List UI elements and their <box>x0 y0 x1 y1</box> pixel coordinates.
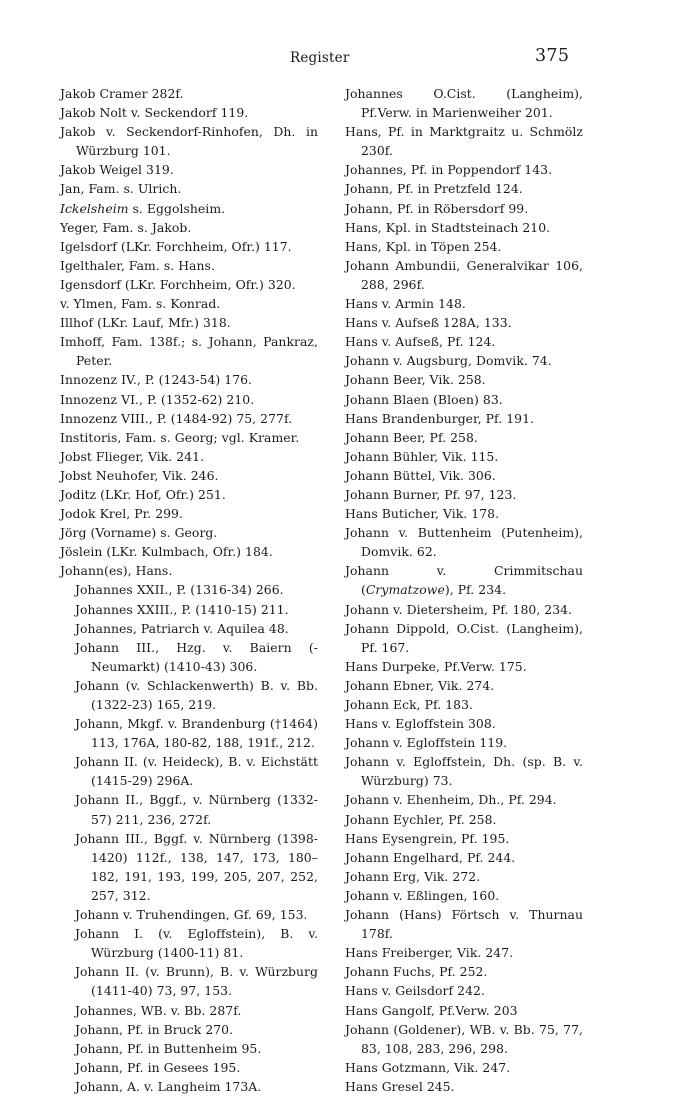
register-entry: Imhoff, Fam. 138f.; s. Johann, Pankraz, Peter. <box>60 334 318 369</box>
register-entry: Igensdorf (LKr. Forchheim, Ofr.) 320. <box>60 276 296 292</box>
register-entry: Jan, Fam. s. Ulrich. <box>60 181 182 197</box>
register-entry: Yeger, Fam. s. Jakob. <box>60 219 192 235</box>
register-entry: Johannes, WB. v. Bb. 287f. <box>75 1002 242 1018</box>
register-entry: Hans v. Armin 148. <box>345 296 466 312</box>
register-entry: Hans v. Geilsdorf 242. <box>345 983 485 999</box>
register-entry: Hans Eysengrein, Pf. 195. <box>345 830 510 846</box>
register-entry: Johann Blaen (Bloen) 83. <box>345 391 503 407</box>
register-entry: Johann II. (v. Brunn), B. v. Würzburg (1411-40) 73, 97, 153. <box>75 964 318 999</box>
register-entry: Johann (v. Schlackenwerth) B. v. Bb. (1322-23) 165, 219. <box>75 677 318 712</box>
register-entry: Institoris, Fam. s. Georg; vgl. Kramer. <box>60 429 300 445</box>
register-entry: Johann Eychler, Pf. 258. <box>345 811 497 827</box>
register-entry: Johann Beer, Vik. 258. <box>345 372 486 388</box>
register-entry: Johann(es), Hans. <box>60 563 173 579</box>
register-entry: Johann (Goldener), WB. v. Bb. 75, 77, 83, 108, 283, 296, 298. <box>345 1021 583 1056</box>
register-entry: Ickelsheim s. Eggolsheim. <box>60 200 226 216</box>
register-entry: Jakob v. Seckendorf-Rinhofen, Dh. in Würzburg 101. <box>60 124 318 159</box>
register-entry: Johannes XXII., P. (1316-34) 266. <box>75 582 284 598</box>
register-entry: Hans v. Aufseß 128A, 133. <box>345 315 512 331</box>
register-entry: Johannes O.Cist. (Langheim), Pf.Verw. in Marienweiher 201. <box>345 86 583 121</box>
register-entry: Johann v. Egloffstein 119. <box>345 735 508 751</box>
register-entry: Johann Dippold, O.Cist. (Langheim), Pf. 167. <box>345 620 583 655</box>
register-entry: Joditz (LKr. Hof, Ofr.) 251. <box>60 486 226 502</box>
page-number: 375 <box>535 46 570 66</box>
register-entry: Johann Beer, Pf. 258. <box>345 429 478 445</box>
register-entry: Johann I. (v. Egloffstein), B. v. Würzburg (1400-11) 81. <box>75 926 318 961</box>
register-entry: Hans, Kpl. in Stadtsteinach 210. <box>345 219 551 235</box>
register-entry: Hans Gangolf, Pf.Verw. 203 <box>345 1002 518 1018</box>
register-entry: Jörg (Vorname) s. Georg. <box>60 525 218 541</box>
register-entry: Johann v. Eßlingen, 160. <box>345 887 500 903</box>
register-entry: Johann III., Hzg. v. Baiern (-Neumarkt) (1410-43) 306. <box>75 639 318 674</box>
register-entry: Igelthaler, Fam. s. Hans. <box>60 257 215 273</box>
register-entry: Johannes, Pf. in Poppendorf 143. <box>345 162 553 178</box>
register-entry: Hans v. Aufseß, Pf. 124. <box>345 334 496 350</box>
register-entry: Jakob Weigel 319. <box>60 162 174 178</box>
register-entry: Johann Büttel, Vik. 306. <box>345 467 496 483</box>
register-entry: Johann v. Augsburg, Domvik. 74. <box>345 353 552 369</box>
register-entry: Innozenz VI., P. (1352-62) 210. <box>60 391 255 407</box>
register-entry: Johannes XXIII., P. (1410-15) 211. <box>75 601 289 617</box>
register-entry: Hans, Pf. in Marktgraitz u. Schmölz 230f. <box>345 124 583 159</box>
register-entry: Jakob Cramer 282f. <box>60 86 184 101</box>
register-entry: Johann Bühler, Vik. 115. <box>345 448 499 464</box>
register-entry: Johann, Pf. in Pretzfeld 124. <box>345 181 523 197</box>
register-entry: Hans Durpeke, Pf.Verw. 175. <box>345 658 527 674</box>
register-entry: Jobst Neuhofer, Vik. 246. <box>60 467 219 483</box>
register-entry: Johann v. Truhendingen, Gf. 69, 153. <box>75 907 308 923</box>
register-entry: Hans v. Egloffstein 308. <box>345 716 496 732</box>
register-entry: Johann II. (v. Heideck), B. v. Eichstätt (1415-29) 296A. <box>75 754 318 789</box>
register-entry: Johann (Hans) Förtsch v. Thurnau 178f. <box>345 907 583 942</box>
register-entry: Johann III., Bggf. v. Nürnberg (1398-1420) 112f., 138, 147, 173, 180–182, 191, 193, 199, 205, 207, 252, 257, 312. <box>75 830 318 903</box>
register-entry: Hans Brandenburger, Pf. 191. <box>345 410 534 426</box>
register-entry: Johann, Pf. in Röbersdorf 99. <box>345 200 529 216</box>
page-header <box>0 44 700 74</box>
register-entry: Jobst Flieger, Vik. 241. <box>60 448 205 464</box>
register-entry: Johannes, Patriarch v. Aquilea 48. <box>75 620 289 636</box>
register-entry: Johann, Pf. in Bruck 270. <box>75 1021 234 1037</box>
register-entry: Hans Buticher, Vik. 178. <box>345 506 500 522</box>
register-entry: Jakob Nolt v. Seckendorf 119. <box>60 105 249 121</box>
register-entry: Illhof (LKr. Lauf, Mfr.) 318. <box>60 315 231 331</box>
register-entry: Johann Burner, Pf. 97, 123. <box>345 486 517 502</box>
register-entry: Johann v. Ehenheim, Dh., Pf. 294. <box>345 792 557 808</box>
italic-term: Crymatzowe <box>365 582 445 598</box>
register-entry: Innozenz IV., P. (1243-54) 176. <box>60 372 253 388</box>
register-entry: Johann Ebner, Vik. 274. <box>345 677 495 693</box>
register-entry: Johann, Pf. in Buttenheim 95. <box>75 1040 262 1056</box>
register-entry: Jöslein (LKr. Kulmbach, Ofr.) 184. <box>60 544 273 560</box>
register-entry: Jodok Krel, Pr. 299. <box>60 506 183 522</box>
register-entry: Hans Gresel 245. <box>345 1078 455 1094</box>
register-entry: Hans Freiberger, Vik. 247. <box>345 945 514 961</box>
register-entry: v. Ylmen, Fam. s. Konrad. <box>60 296 221 312</box>
register-entry: Johann Eck, Pf. 183. <box>345 697 474 712</box>
running-title: Register <box>290 50 350 66</box>
register-entry: Johann Fuchs, Pf. 252. <box>345 964 488 980</box>
right-column <box>345 84 583 1096</box>
register-entry: Hans, Kpl. in Töpen 254. <box>345 238 502 254</box>
register-entry: Hans Gotzmann, Vik. 247. <box>345 1059 511 1075</box>
register-entry: Johann v. Crimmitschau (Crymatzowe), Pf. 234. <box>345 563 583 598</box>
register-entry: Johann Engelhard, Pf. 244. <box>345 849 516 865</box>
register-entry: Igelsdorf (LKr. Forchheim, Ofr.) 117. <box>60 238 292 254</box>
register-entry: Johann Erg, Vik. 272. <box>345 868 481 884</box>
register-entry: Innozenz VIII., P. (1484-92) 75, 277f. <box>60 410 293 426</box>
register-entry: Johann v. Dietersheim, Pf. 180, 234. <box>345 601 573 617</box>
italic-term: Ickelsheim <box>60 200 129 216</box>
register-entry: Johann Ambundii, Generalvikar 106, 288, 296f. <box>345 257 583 292</box>
register-entry: Johann v. Egloffstein, Dh. (sp. B. v. Würzburg) 73. <box>345 754 583 789</box>
register-entry: Johann, A. v. Langheim 173A. <box>75 1078 262 1094</box>
register-entry: Johann II., Bggf., v. Nürnberg (1332-57) 211, 236, 272f. <box>75 792 318 827</box>
register-entry: Johann, Mkgf. v. Brandenburg (†1464) 113, 176A, 180-82, 188, 191f., 212. <box>75 716 318 751</box>
register-entry: Johann v. Buttenheim (Putenheim), Domvik. 62. <box>345 525 583 560</box>
register-entry: Johann, Pf. in Gesees 195. <box>75 1059 241 1075</box>
left-column <box>60 84 318 1096</box>
